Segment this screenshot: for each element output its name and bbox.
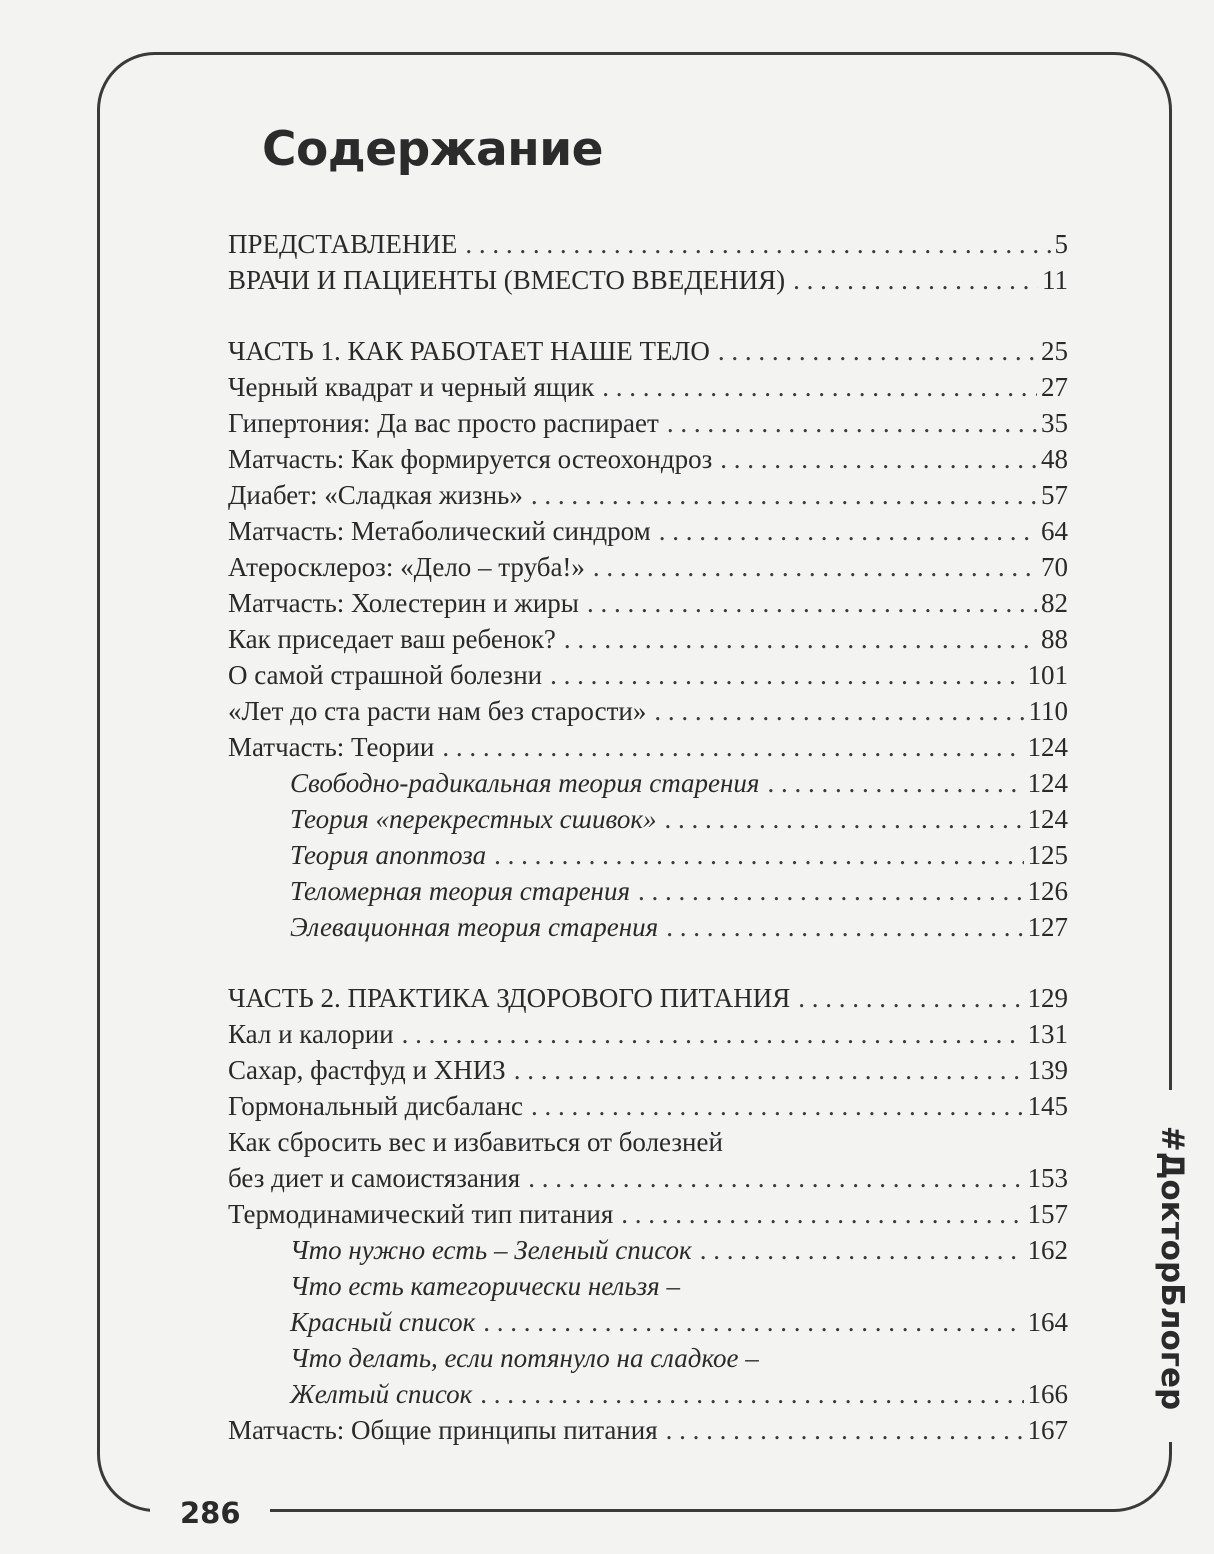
toc-entry-title: Диабет: «Сладкая жизнь» <box>228 480 523 510</box>
toc-subentry[interactable] <box>228 801 1068 837</box>
toc-entry-page: 157 <box>1027 1199 1068 1229</box>
toc-leader <box>483 1304 1023 1340</box>
toc-entry-page: 131 <box>1027 1019 1068 1049</box>
toc-subentry[interactable] <box>228 765 1068 801</box>
toc-leader <box>664 801 1023 837</box>
toc-entry-page: 35 <box>1041 408 1068 438</box>
toc-entry[interactable] <box>228 693 1068 729</box>
toc-entry-title: «Лет до ста расти нам без старости» <box>228 696 647 726</box>
toc-entry[interactable] <box>228 405 1068 441</box>
toc-leader <box>402 1016 1024 1052</box>
toc-entry-title: Теломерная теория старения <box>290 876 631 906</box>
toc-entry-title: Сахар, фастфуд и ХНИЗ <box>228 1055 506 1085</box>
toc-leader <box>531 1088 1023 1124</box>
toc-entry-page: 64 <box>1041 516 1068 546</box>
toc-part-heading[interactable] <box>228 333 1068 369</box>
toc-leader <box>593 549 1037 585</box>
toc-entry-page: 124 <box>1027 732 1068 762</box>
toc-subentry[interactable] <box>228 1232 1068 1268</box>
toc-subentry[interactable] <box>228 1376 1068 1412</box>
toc-entry[interactable] <box>228 549 1068 585</box>
toc-leader <box>767 765 1023 801</box>
toc-entry-page: 27 <box>1041 372 1068 402</box>
toc-leader <box>666 909 1023 945</box>
toc-entry-title: ПРЕДСТАВЛЕНИЕ <box>228 229 458 259</box>
toc-leader <box>720 441 1037 477</box>
toc-entry-page: 125 <box>1027 840 1068 870</box>
toc-subentry-line[interactable] <box>228 1340 1068 1376</box>
toc-entry[interactable] <box>228 1088 1068 1124</box>
toc-entry-title: Что нужно есть – Зеленый список <box>290 1235 692 1265</box>
toc-leader <box>465 226 1050 262</box>
toc-entry-title: Атеросклероз: «Дело – труба!» <box>228 552 585 582</box>
toc-entry-page: 25 <box>1041 336 1068 366</box>
toc-leader <box>602 369 1037 405</box>
toc-leader <box>718 333 1037 369</box>
toc-entry[interactable] <box>228 369 1068 405</box>
toc-entry[interactable] <box>228 1160 1068 1196</box>
toc-entry-page: 164 <box>1027 1307 1068 1337</box>
toc-entry-page: 110 <box>1028 696 1068 726</box>
toc-entry-title: Матчасть: Как формируется остеохондроз <box>228 444 713 474</box>
toc-entry-title: Красный список <box>290 1307 476 1337</box>
toc-entry-page: 124 <box>1027 804 1068 834</box>
toc-entry[interactable] <box>228 441 1068 477</box>
toc-entry-title: Что делать, если потянуло на сладкое – <box>290 1343 759 1373</box>
toc-leader <box>587 585 1037 621</box>
toc-entry[interactable] <box>228 621 1068 657</box>
toc-entry[interactable] <box>228 1016 1068 1052</box>
toc-entry-page: 167 <box>1027 1415 1068 1445</box>
toc-entry-title: Матчасть: Метаболический синдром <box>228 516 651 546</box>
toc-leader <box>638 873 1023 909</box>
toc-entry-title: без диет и самоистязания <box>228 1163 521 1193</box>
toc-entry-title: Что есть категорически нельзя – <box>290 1271 680 1301</box>
toc-entry-page: 48 <box>1041 444 1068 474</box>
toc-entry-page: 127 <box>1027 912 1068 942</box>
toc-entry-page: 5 <box>1054 229 1068 259</box>
toc-entry-page: 162 <box>1027 1235 1068 1265</box>
toc-leader <box>550 657 1023 693</box>
side-hashtag <box>1152 1118 1192 1418</box>
toc-subentry[interactable] <box>228 1304 1068 1340</box>
toc-leader <box>528 1160 1023 1196</box>
toc-entry-title: Как приседает ваш ребенок? <box>228 624 556 654</box>
toc-entry[interactable] <box>228 1196 1068 1232</box>
toc-entry-page: 101 <box>1027 660 1068 690</box>
toc-entry-title: Термодинамический тип питания <box>228 1199 614 1229</box>
toc-entry[interactable] <box>228 729 1068 765</box>
toc-leader <box>654 693 1024 729</box>
toc-entry-page: 82 <box>1041 588 1068 618</box>
toc-leader <box>494 837 1023 873</box>
toc-entry[interactable] <box>228 262 1068 298</box>
toc-leader <box>514 1052 1024 1088</box>
toc-entry-title: Гипертония: Да вас просто распирает <box>228 408 659 438</box>
page-title: Содержание <box>262 122 604 177</box>
toc-entry-title: ВРАЧИ И ПАЦИЕНТЫ (ВМЕСТО ВВЕДЕНИЯ) <box>228 265 786 295</box>
toc-entry-title: Матчасть: Теории <box>228 732 435 762</box>
toc-entry[interactable] <box>228 513 1068 549</box>
toc-entry-page: 70 <box>1041 552 1068 582</box>
toc-entry-title: Кал и калории <box>228 1019 394 1049</box>
toc-leader <box>667 405 1037 441</box>
toc-entry-title: Элевационная теория старения <box>290 912 659 942</box>
toc-entry-page: 88 <box>1041 624 1068 654</box>
toc-entry[interactable] <box>228 477 1068 513</box>
side-hashtag-text: #ДокторБлогер <box>1154 1125 1190 1411</box>
toc-entry-title: Желтый список <box>290 1379 473 1409</box>
toc-leader <box>798 980 1023 1016</box>
toc-entry-page: 57 <box>1041 480 1068 510</box>
toc-entry-title: Как сбросить вес и избавиться от болезней <box>228 1127 723 1157</box>
page-number: 286 <box>180 1496 241 1530</box>
toc-entry-title: Черный квадрат и черный ящик <box>228 372 595 402</box>
toc-part-heading[interactable] <box>228 980 1068 1016</box>
toc-leader <box>442 729 1023 765</box>
toc-entry[interactable] <box>228 657 1068 693</box>
toc-leader <box>793 262 1038 298</box>
toc-entry-line[interactable] <box>228 1124 1068 1160</box>
toc-entry-title: Теория «перекрестных сшивок» <box>290 804 657 834</box>
toc-entry-page: 166 <box>1027 1379 1068 1409</box>
toc-entry-title: О самой страшной болезни <box>228 660 543 690</box>
toc-entry-page: 145 <box>1027 1091 1068 1121</box>
table-of-contents <box>228 226 1068 1448</box>
toc-entry[interactable] <box>228 1052 1068 1088</box>
toc-subentry[interactable] <box>228 873 1068 909</box>
toc-entry-page: 139 <box>1027 1055 1068 1085</box>
toc-leader <box>621 1196 1023 1232</box>
toc-leader <box>700 1232 1024 1268</box>
toc-entry-title: Матчасть: Холестерин и жиры <box>228 588 579 618</box>
toc-entry-page: 11 <box>1042 265 1068 295</box>
toc-leader <box>666 1412 1024 1448</box>
toc-entry-page: 129 <box>1027 983 1068 1013</box>
toc-entry-page: 153 <box>1027 1163 1068 1193</box>
toc-leader <box>564 621 1037 657</box>
toc-entry-title: Теория апоптоза <box>290 840 487 870</box>
toc-leader <box>531 477 1037 513</box>
toc-subentry[interactable] <box>228 837 1068 873</box>
toc-entry-title: Матчасть: Общие принципы питания <box>228 1415 658 1445</box>
toc-subentry[interactable] <box>228 909 1068 945</box>
toc-entry[interactable] <box>228 226 1068 262</box>
toc-entry[interactable] <box>228 585 1068 621</box>
toc-entry-title: ЧАСТЬ 1. КАК РАБОТАЕТ НАШЕ ТЕЛО <box>228 336 710 366</box>
toc-entry[interactable] <box>228 1412 1068 1448</box>
toc-entry-title: Гормональный дисбаланс <box>228 1091 524 1121</box>
toc-entry-page: 124 <box>1027 768 1068 798</box>
toc-entry-title: Свободно-радикальная теория старения <box>290 768 760 798</box>
toc-subentry-line[interactable] <box>228 1268 1068 1304</box>
toc-leader <box>480 1376 1023 1412</box>
toc-entry-title: ЧАСТЬ 2. ПРАКТИКА ЗДОРОВОГО ПИТАНИЯ <box>228 983 791 1013</box>
toc-entry-page: 126 <box>1027 876 1068 906</box>
toc-leader <box>659 513 1037 549</box>
